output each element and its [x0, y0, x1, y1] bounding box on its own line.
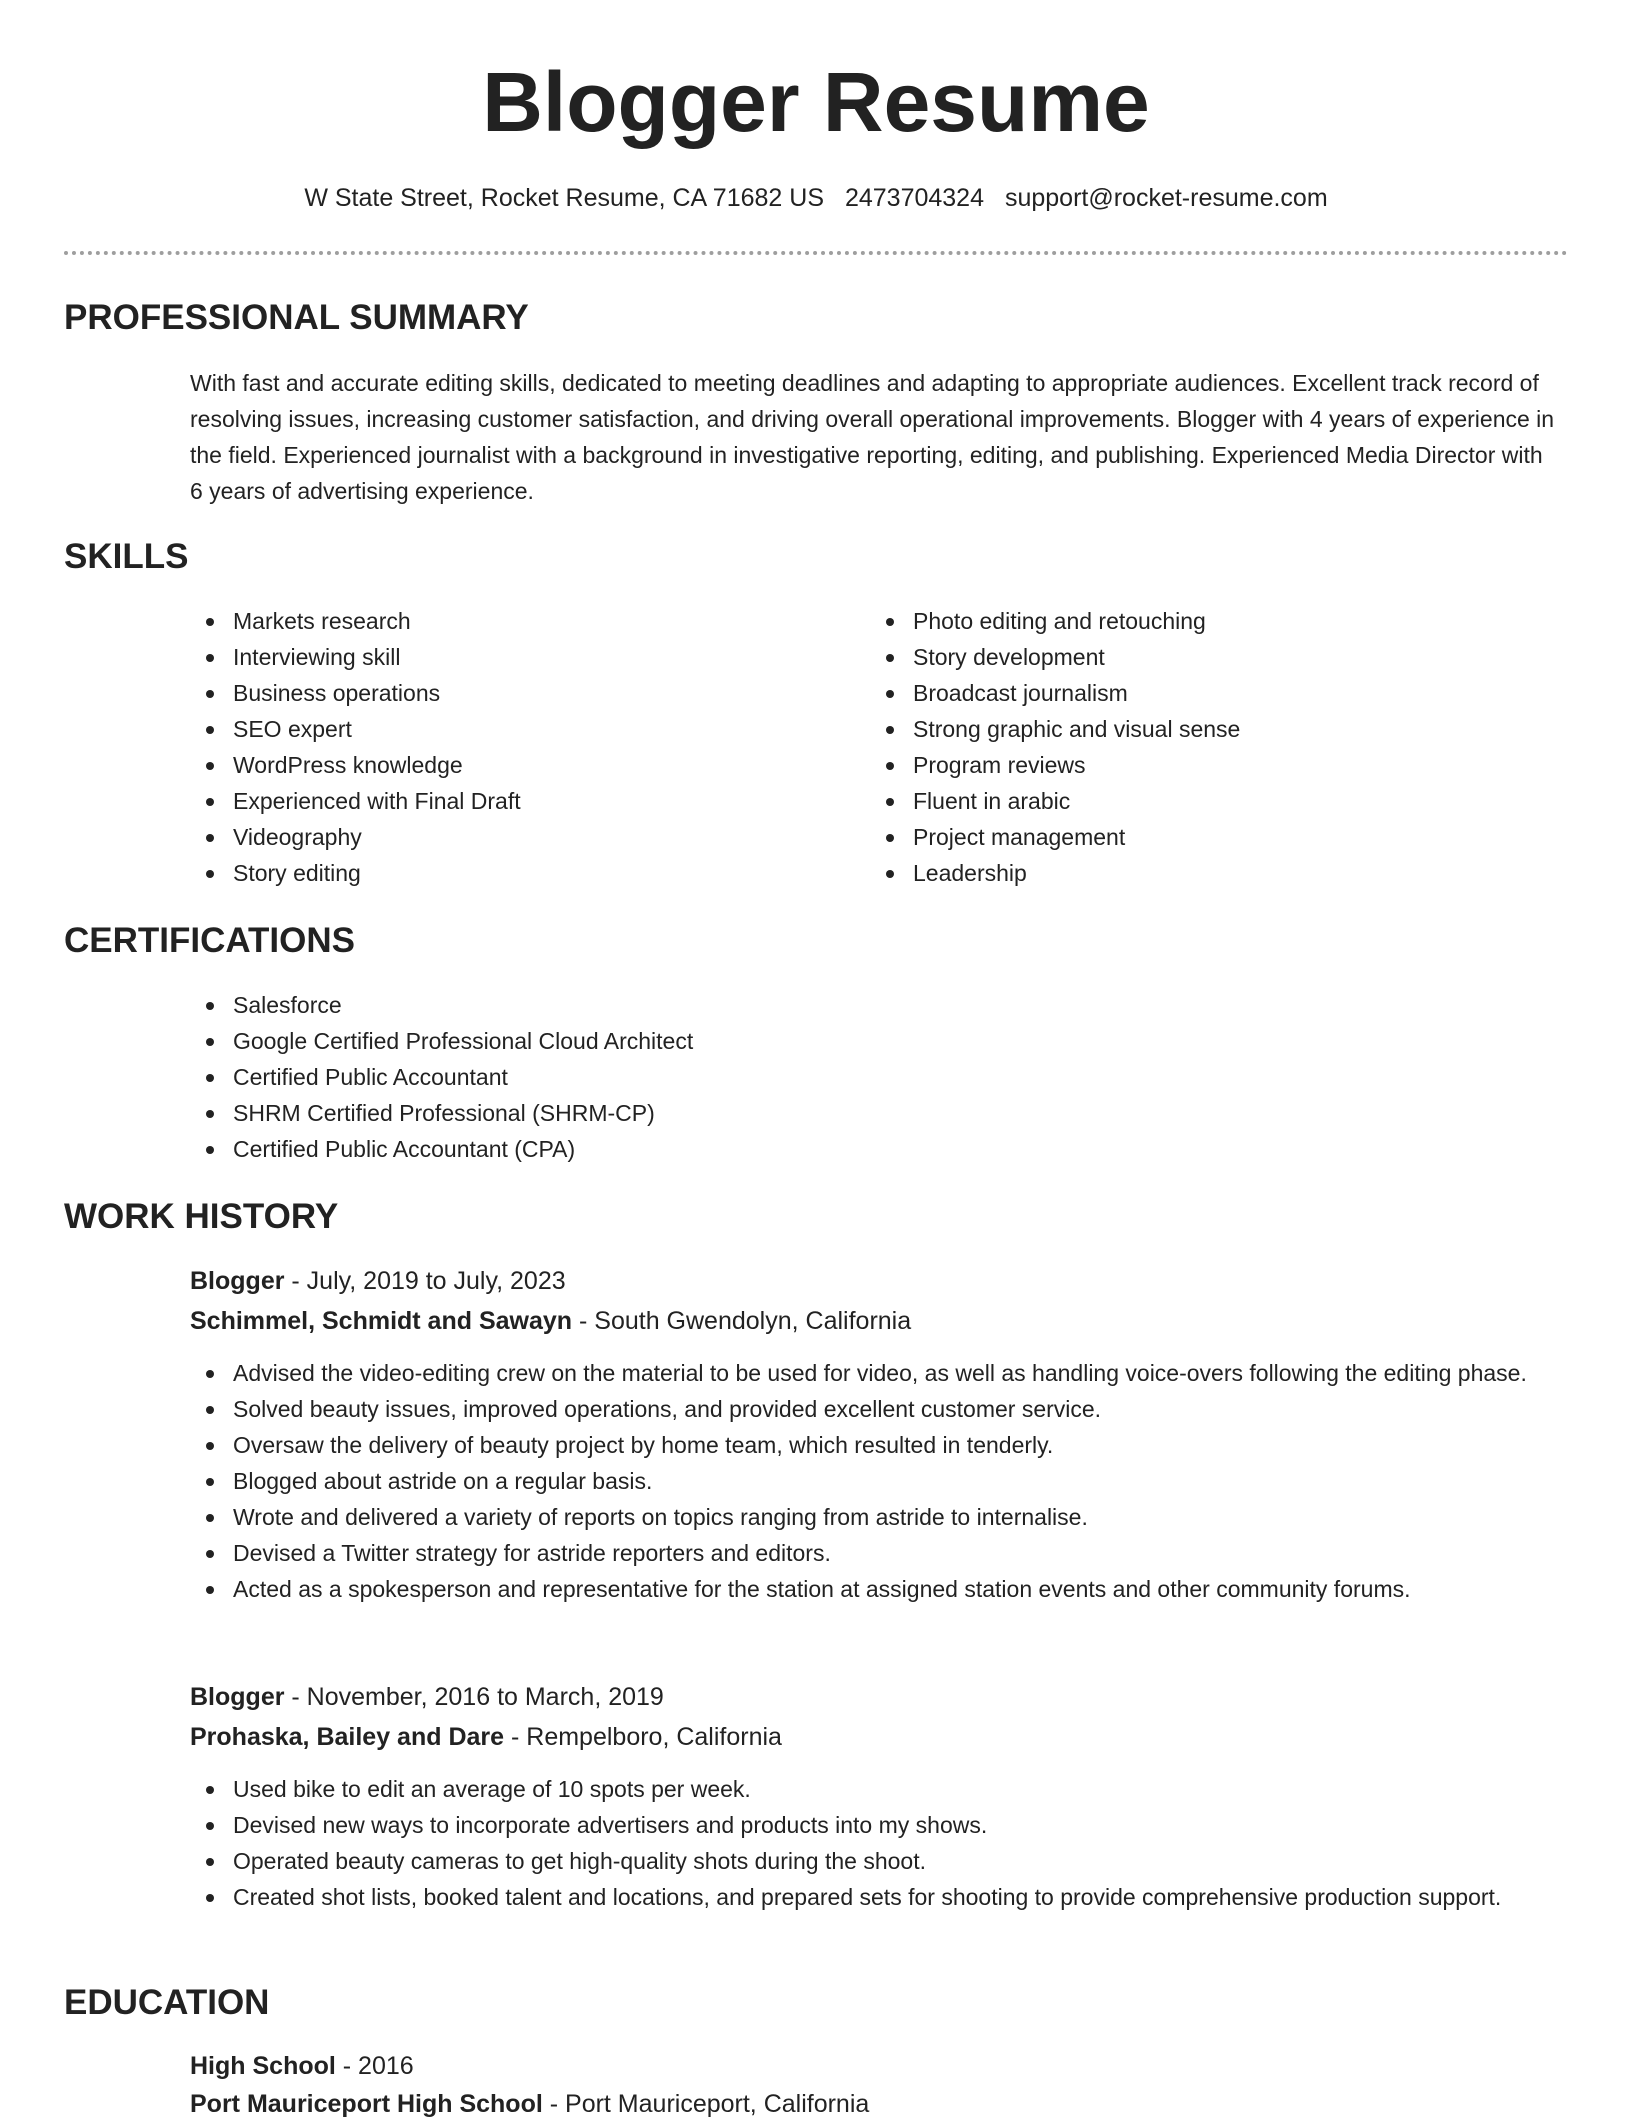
skills-list-left	[190, 603, 830, 891]
job-duties-list	[190, 1355, 1560, 1607]
job-duty: Used bike to edit an average of 10 spots per week.	[190, 1771, 1560, 1807]
skill-item: Interviewing skill	[190, 639, 830, 675]
skill-item: Story editing	[190, 855, 830, 891]
job-duty: Devised new ways to incorporate advertisers and products into my shows.	[190, 1807, 1560, 1843]
education-year: - 2016	[335, 2052, 414, 2080]
skill-item: Markets research	[190, 603, 830, 639]
job-duty: Solved beauty issues, improved operations, and provided excellent customer service.	[190, 1391, 1560, 1427]
skills-list-right	[870, 603, 1550, 891]
job-title: Blogger	[190, 1267, 285, 1295]
job-duty: Oversaw the delivery of beauty project by home team, which resulted in tenderly.	[190, 1427, 1560, 1463]
certification-item: Google Certified Professional Cloud Architect	[190, 1023, 1490, 1059]
job-duties-list	[190, 1771, 1560, 1915]
resume-title: Blogger Resume	[482, 55, 1150, 149]
certification-item: Certified Public Accountant (CPA)	[190, 1131, 1490, 1167]
header-divider	[64, 251, 1568, 255]
job-duty: Created shot lists, booked talent and locations, and prepared sets for shooting to provide comprehensive production support.	[190, 1879, 1560, 1915]
education-school-line	[190, 2085, 869, 2123]
job-location: - Rempelboro, California	[504, 1723, 782, 1751]
job-title-line	[190, 1678, 664, 1716]
education-location: - Port Mauriceport, California	[542, 2090, 870, 2118]
contact-line	[0, 180, 1632, 216]
job-duty: Advised the video-editing crew on the material to be used for video, as well as handling voice-overs following the editing phase.	[190, 1355, 1560, 1391]
certification-item: SHRM Certified Professional (SHRM-CP)	[190, 1095, 1490, 1131]
job-company-line	[190, 1302, 911, 1340]
job-duty: Acted as a spokesperson and representative for the station at assigned station events and other community forums.	[190, 1571, 1560, 1607]
job-company: Schimmel, Schmidt and Sawayn	[190, 1307, 573, 1335]
skills-heading: SKILLS	[64, 537, 189, 576]
job-location: - South Gwendolyn, California	[572, 1307, 912, 1335]
job-dates: - November, 2016 to March, 2019	[284, 1683, 664, 1711]
summary-text: With fast and accurate editing skills, dedicated to meeting deadlines and adapting to appropriate audiences. Excellent track record of resolving issues, increasing customer satisfaction, and driving overall operational improvements. Blogger with 4 years of experience in the field. Experienced journalist with a background in investigative reporting, editing, and publishing. Experienced Media Director with 6 years of advertising experience.	[190, 370, 1555, 504]
skill-item: Broadcast journalism	[870, 675, 1550, 711]
skill-item: WordPress knowledge	[190, 747, 830, 783]
skill-item: Photo editing and retouching	[870, 603, 1550, 639]
education-degree-line	[190, 2047, 414, 2085]
job-duty: Blogged about astride on a regular basis.	[190, 1463, 1560, 1499]
certification-item: Certified Public Accountant	[190, 1059, 1490, 1095]
skill-item: SEO expert	[190, 711, 830, 747]
skill-item: Project management	[870, 819, 1550, 855]
skill-item: Business operations	[190, 675, 830, 711]
job-company-line	[190, 1718, 782, 1756]
certifications-list	[190, 987, 1490, 1167]
certification-item: Salesforce	[190, 987, 1490, 1023]
contact-email: support@rocket-resume.com	[1004, 184, 1328, 212]
skill-item: Strong graphic and visual sense	[870, 711, 1550, 747]
skill-item: Program reviews	[870, 747, 1550, 783]
education-school: Port Mauriceport High School	[190, 2090, 543, 2118]
job-title-line	[190, 1262, 566, 1300]
job-duty: Devised a Twitter strategy for astride reporters and editors.	[190, 1535, 1560, 1571]
job-company: Prohaska, Bailey and Dare	[190, 1723, 505, 1751]
skill-item: Fluent in arabic	[870, 783, 1550, 819]
contact-address: W State Street, Rocket Resume, CA 71682 US	[304, 184, 824, 212]
skill-item: Leadership	[870, 855, 1550, 891]
certifications-heading: CERTIFICATIONS	[64, 921, 356, 960]
job-duty: Wrote and delivered a variety of reports on topics ranging from astride to internalise.	[190, 1499, 1560, 1535]
education-heading: EDUCATION	[64, 1983, 270, 2022]
job-dates: - July, 2019 to July, 2023	[284, 1267, 566, 1295]
work-history-heading: WORK HISTORY	[64, 1197, 339, 1236]
education-degree: High School	[190, 2052, 336, 2080]
skill-item: Videography	[190, 819, 830, 855]
job-duty: Operated beauty cameras to get high-quality shots during the shoot.	[190, 1843, 1560, 1879]
contact-phone: 2473704324	[844, 184, 984, 212]
job-title: Blogger	[190, 1683, 285, 1711]
skill-item: Story development	[870, 639, 1550, 675]
skill-item: Experienced with Final Draft	[190, 783, 830, 819]
summary-heading: PROFESSIONAL SUMMARY	[64, 298, 529, 337]
